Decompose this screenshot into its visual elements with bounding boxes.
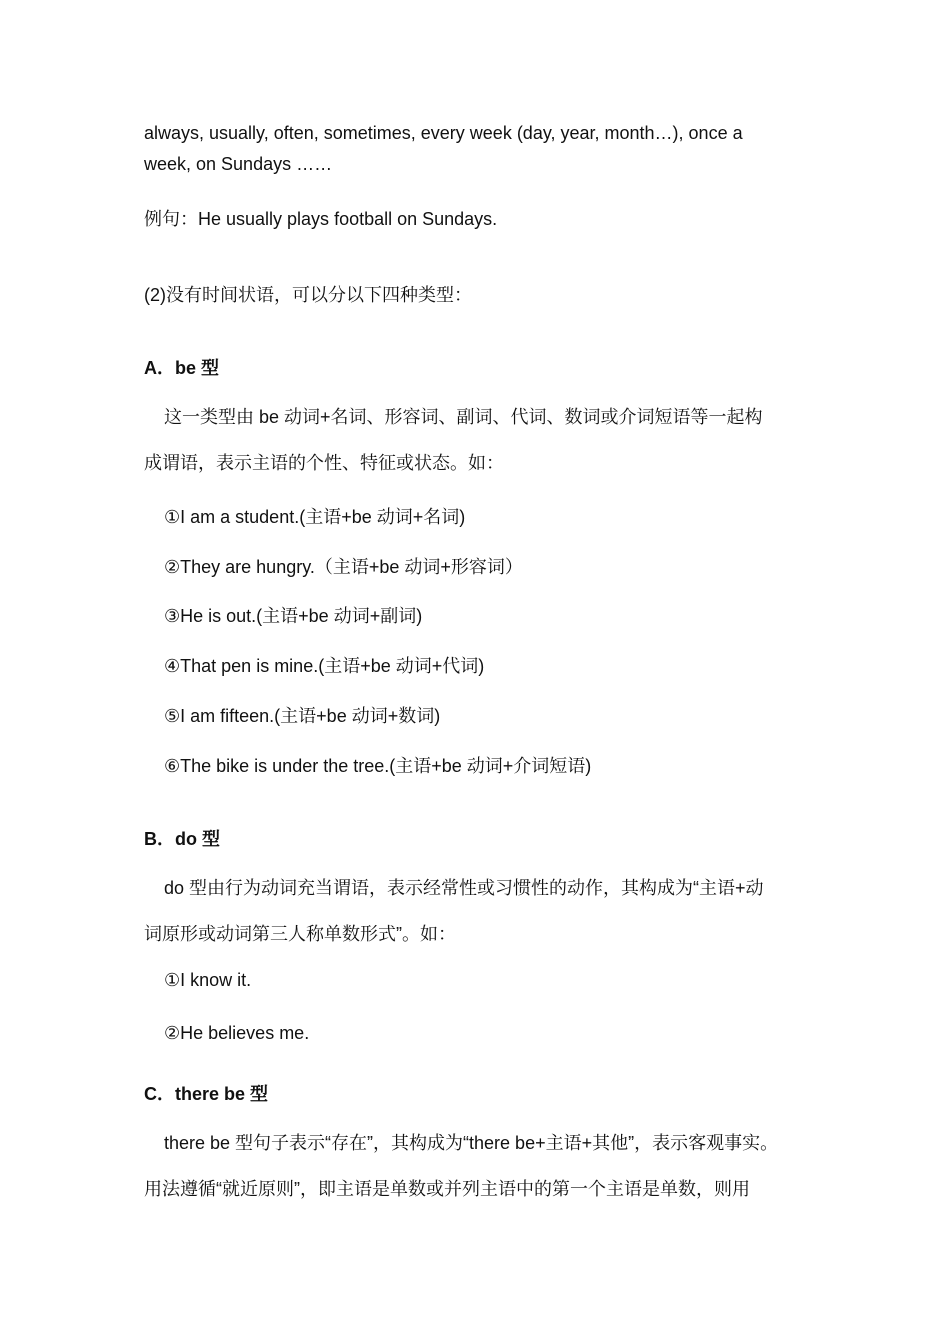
section-a-desc-line-1: 这一类型由 be 动词+名词、形容词、副词、代词、数词或介词短语等一起构 <box>164 407 763 427</box>
section-a-example-6: ⑥The bike is under the tree.(主语+be 动词+介词短语) <box>164 756 592 776</box>
section-b-desc-line-1: do 型由行为动词充当谓语，表示经常性或习惯性的动作，其构成为“主语+动 <box>164 878 764 898</box>
intro-line-2: week, on Sundays …… <box>144 154 333 174</box>
section-c-desc-line-2: 用法遵循“就近原则”，即主语是单数或并列主语中的第一个主语是单数，则用 <box>144 1179 750 1199</box>
section-a-heading: A．be 型 <box>144 358 220 378</box>
section-a-example-1: ①I am a student.(主语+be 动词+名词) <box>164 507 466 527</box>
section-a-example-5: ⑤I am fifteen.(主语+be 动词+数词) <box>164 706 441 726</box>
section-c-desc-line-1: there be 型句子表示“存在”，其构成为“there be+主语+其他”，表示客观事实。 <box>164 1133 779 1153</box>
section-a-example-3: ③He is out.(主语+be 动词+副词) <box>164 606 423 626</box>
section-b-desc-line-2: 词原形或动词第三人称单数形式”。如： <box>144 924 456 944</box>
section-b-example-2: ②He believes me. <box>164 1023 310 1043</box>
section-b-example-1: ①I know it. <box>164 970 252 990</box>
section-a-example-4: ④That pen is mine.(主语+be 动词+代词) <box>164 656 485 676</box>
section-2-title: (2)没有时间状语，可以分以下四种类型： <box>144 285 472 305</box>
intro-example: 例句：He usually plays football on Sundays. <box>144 209 498 229</box>
section-c-heading: C．there be 型 <box>144 1084 269 1104</box>
section-a-example-2: ②They are hungry.（主语+be 动词+形容词） <box>164 557 523 577</box>
section-a-desc-line-2: 成谓语，表示主语的个性、特征或状态。如： <box>144 453 504 473</box>
intro-line-1: always, usually, often, sometimes, every week (day, year, month…), once a <box>144 123 743 143</box>
section-b-heading: B．do 型 <box>144 829 220 849</box>
